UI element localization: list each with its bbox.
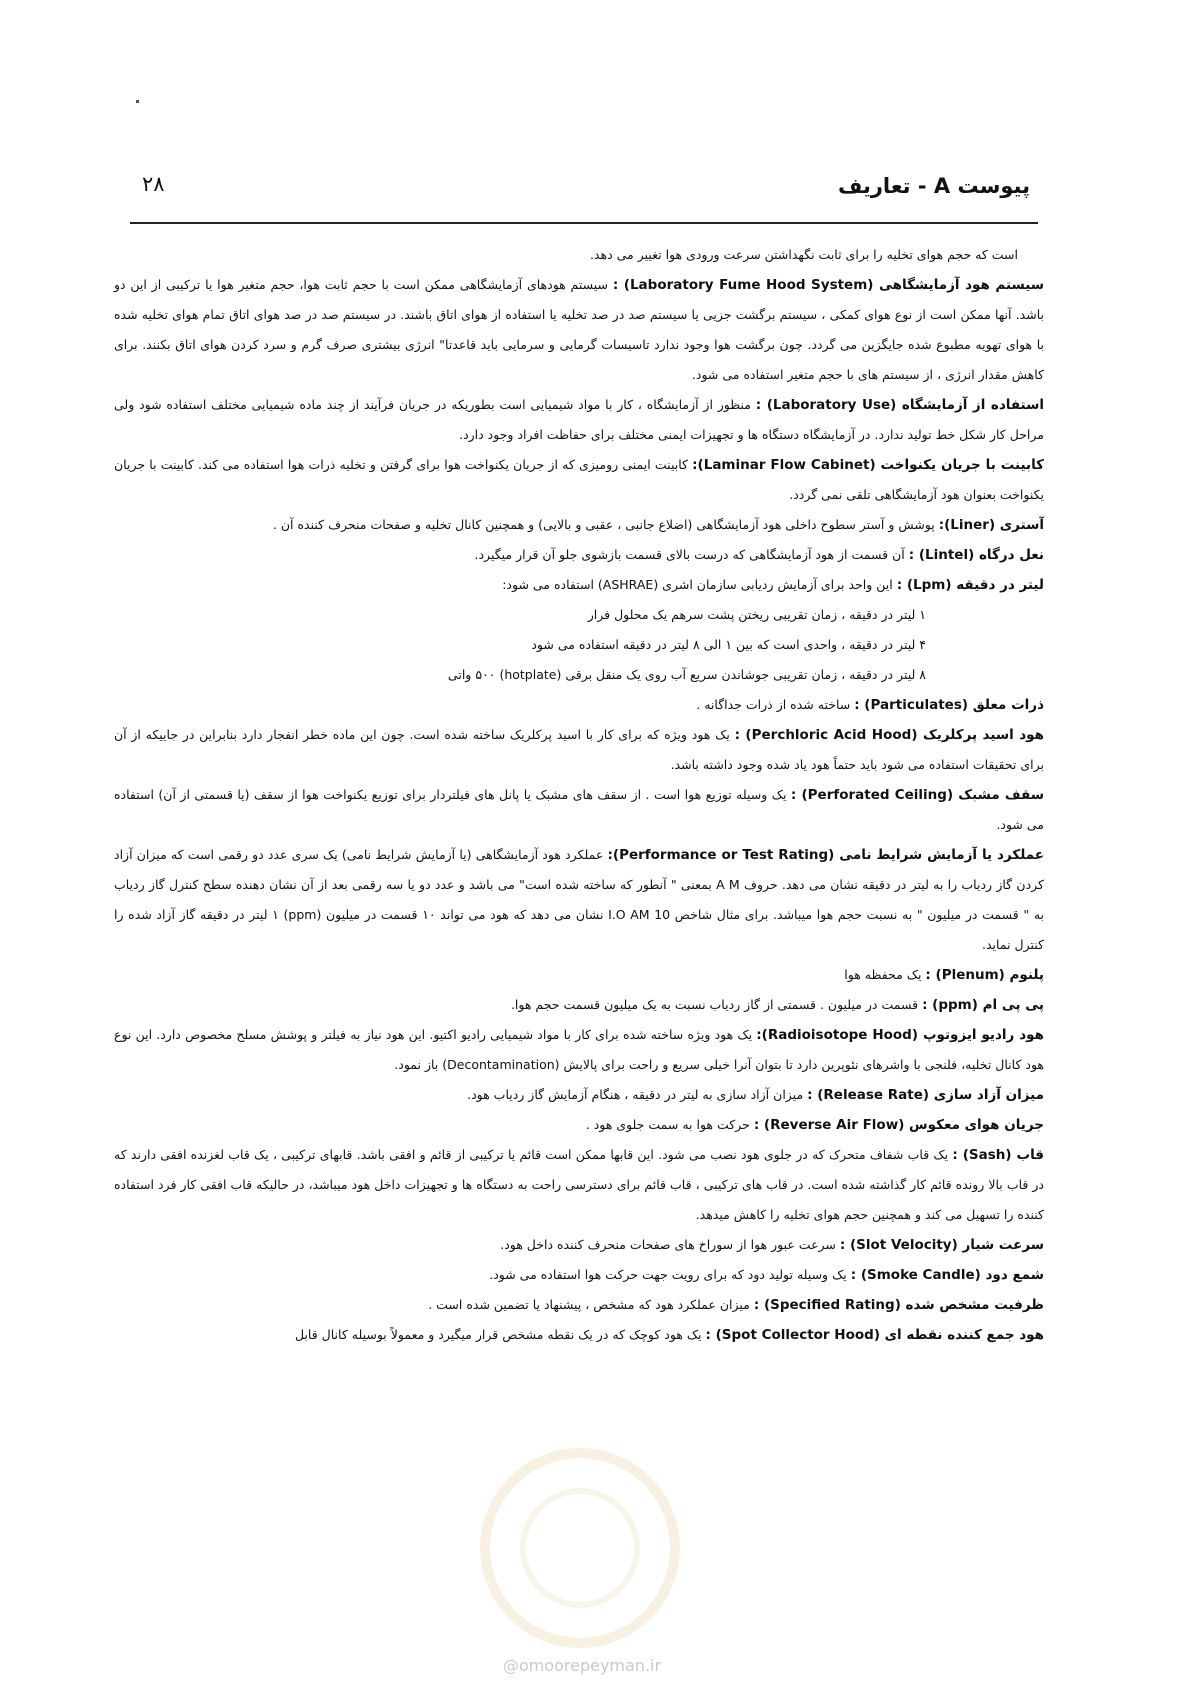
definition-entry	[114, 1080, 1044, 1110]
definition-term: نعل درگاه (Lintel) :	[908, 547, 1044, 563]
definition-text: حرکت هوا به سمت جلوی هود .	[585, 1117, 754, 1132]
definition-entry	[114, 1020, 1044, 1080]
definition-term: هود اسید پرکلریک (Perchloric Acid Hood) :	[734, 727, 1044, 743]
definition-entry	[114, 510, 1044, 540]
definition-term: هود رادیو ایزوتوپ (Radioisotope Hood):	[756, 1027, 1044, 1043]
definition-term: سیستم هود آزمایشگاهی (Laboratory Fume Hood System) :	[612, 277, 1044, 293]
watermark-inner-ring	[520, 1488, 640, 1608]
definition-entry	[114, 780, 1044, 840]
watermark-ring	[480, 1448, 680, 1648]
definition-entry	[114, 1320, 1044, 1350]
definition-entry	[114, 390, 1044, 450]
definition-term: شمع دود (Smoke Candle) :	[850, 1267, 1044, 1283]
definition-text: سرعت عبور هوا از سوراخ های صفحات منحرف کننده داخل هود.	[500, 1237, 840, 1252]
definition-text: یک وسیله تولید دود که برای رویت جهت حرکت هوا استفاده می شود.	[489, 1267, 851, 1282]
definition-term: آستری (Liner):	[938, 517, 1044, 533]
definition-term: پلنوم (Plenum) :	[925, 967, 1044, 983]
definition-term: هود جمع کننده نقطه ای (Spot Collector Hood) :	[705, 1327, 1044, 1343]
list-item	[114, 660, 1044, 690]
definition-entry	[114, 1110, 1044, 1140]
definition-text: آن قسمت از هود آزمایشگاهی که درست بالای قسمت بازشوی جلو آن قرار میگیرد.	[474, 547, 909, 562]
definition-term: سرعت شیار (Slot Velocity) :	[839, 1237, 1044, 1253]
page-title: پیوست A - تعاریف	[837, 174, 1030, 198]
definition-text: یک هود ویژه که برای کار با اسید پرکلریک ساخته شده است. چون این ماده خطر انفجار دارد بنابراین در جاییکه از آن برای تحقیقات استفاده می شود باید حتماً هود یاد شده وجود داشته باشد.	[114, 727, 1044, 772]
definition-term: لیتر در دقیقه (Lpm) :	[896, 577, 1044, 593]
definition-text: این واحد برای آزمایش ردیابی سازمان اشری (ASHRAE) استفاده می شود:	[502, 577, 897, 592]
definition-entry	[114, 960, 1044, 990]
definition-text: یک قاب شفاف متحرک که در جلوی هود نصب می شود. این قابها ممکن است قائم یا ترکیبی از قائم و افقی باشد. قابهای ترکیبی ، یک قاب لغزنده افقی دارند که در قاب بالا رونده قائم کار گذاشته شده است. در قاب های ترکیبی ، قاب قائم برای دسترسی راحت به دستگاه ها و تجهیزات داخل هود میباشد، در حالیکه قاب افقی کار فرد استفاده کننده را تسهیل می کند و همچنین حجم هوای تخلیه را کاهش میدهد.	[114, 1147, 1044, 1222]
definition-text: ساخته شده از ذرات جداگانه .	[696, 697, 855, 712]
definition-term: قاب (Sash) :	[952, 1147, 1044, 1163]
definition-text: قسمت در میلیون . قسمتی از گاز ردیاب نسبت به یک میلیون قسمت حجم هوا.	[510, 997, 923, 1012]
definition-term: میزان آزاد سازی (Release Rate) :	[807, 1087, 1044, 1103]
definition-term: عملکرد یا آزمایش شرایط نامی (Performance or Test Rating):	[607, 847, 1044, 863]
definition-term: سقف مشبک (Perforated Ceiling) :	[790, 787, 1044, 803]
definition-text: ۴ لیتر در دقیقه ، واحدی است که بین ۱ الی ۸ لیتر در دقیقه استفاده می شود	[531, 637, 926, 652]
list-item	[114, 630, 1044, 660]
definition-text: میزان آزاد سازی به لیتر در دقیقه ، هنگام آزمایش گاز ردیاب هود.	[467, 1087, 808, 1102]
definition-entry	[114, 1260, 1044, 1290]
header-rule	[130, 222, 1038, 224]
page-number: ۲۸	[142, 172, 165, 196]
definition-text: پوشش و آستر سطوح داخلی هود آزمایشگاهی (اضلاع جانبی ، عقبی و بالایی) و همچنین کانال تخلیه و صفحات منحرف کننده آن .	[272, 517, 939, 532]
definition-text: کابینت ایمنی رومیزی که از جریان یکنواخت هوا برای گرفتن و تخلیه ذرات هوا استفاده می کند. کابینت با جریان یکنواخت بعنوان هود آزمایشگاهی تلقی نمی گردد.	[114, 457, 1044, 502]
definition-text: یک وسیله توزیع هوا است . از سقف های مشبک یا پانل های فیلتردار برای توزیع یکنواخت هوا از سقف (یا قسمتی از آن) استفاده می شود.	[114, 787, 1044, 832]
definition-entry	[114, 690, 1044, 720]
definition-text: ۱ لیتر در دقیقه ، زمان تقریبی ریختن پشت سرهم یک محلول فرار	[587, 607, 926, 622]
definition-entry	[114, 990, 1044, 1020]
definition-entry	[114, 570, 1044, 600]
definition-text: منظور از آزمایشگاه ، کار با مواد شیمیایی است بطوریکه در جریان فرآیند از چند ماده شیمیایی مختلف استفاده شود ولی مراحل کار شکل خط تولید ندارد. در آزمایشگاه دستگاه ها و تجهیزات ایمنی مختلف برای حفاظت افراد وجود دارد.	[114, 397, 1044, 442]
definition-entry	[114, 1230, 1044, 1260]
definitions-list	[114, 240, 1044, 1350]
definition-entry	[114, 540, 1044, 570]
definition-text: یک هود کوچک که در یک نقطه مشخص قرار میگیرد و معمولاً بوسیله کانال قابل	[294, 1327, 706, 1342]
definition-term: جریان هوای معکوس (Reverse Air Flow) :	[753, 1117, 1044, 1133]
definition-term: ظرفیت مشخص شده (Specified Rating) :	[753, 1297, 1044, 1313]
definition-term: کابینت با جریان یکنواخت (Laminar Flow Cabinet):	[692, 457, 1044, 473]
list-item	[114, 600, 1044, 630]
page-header	[130, 170, 1030, 210]
definition-text: میزان عملکرد هود که مشخص ، پیشنهاد یا تضمین شده است .	[428, 1297, 754, 1312]
definition-entry	[114, 1290, 1044, 1320]
definition-entry	[114, 240, 1044, 270]
definition-text: سیستم هودهای آزمایشگاهی ممکن است با حجم ثابت هوا، حجم متغیر هوا یا ترکیبی از این دو باشد. آنها ممکن است از نوع هوای کمکی ، سیستم برگشت جزیی یا سیستم صد در صد تخلیه یا استفاده از هوای اتاق باشند. در سیستم صد در صد هوای اتاق تمام هوای تخلیه شده با هوای تهویه مطبوع شده جایگزین می گردد. چون برگشت هوا وجود ندارد تاسیسات گرمایی و سرمایی باید قاعدتا" انرژی بیشتری صرف گرم و سرد کردن هوای اتاق بکنند. برای کاهش مقدار انرژی ، از سیستم های با حجم متغیر استفاده می شود.	[114, 277, 1044, 382]
definition-term: پی پی ام (ppm) :	[922, 997, 1044, 1013]
watermark-seal	[446, 1448, 716, 1668]
definition-text: است که حجم هوای تخلیه را برای ثابت نگهداشتن سرعت ورودی هوا تغییر می دهد.	[589, 247, 1018, 262]
definition-text: یک هود ویژه ساخته شده برای کار با مواد شیمیایی رادیو اکتیو. این هود نیاز به فیلتر و پوشش مسلح مخصوص دارد. این نوع هود کانال تخلیه، فلنجی با واشرهای نئوپرین دارد تا بتوان آنرا خیلی سریع و راحت برای پالایش (Decontamination) باز نمود.	[114, 1027, 1044, 1072]
watermark-site-label: @omoorepeyman.ir	[502, 1656, 662, 1675]
definition-text: یک محفظه هوا	[844, 967, 926, 982]
scan-speck	[136, 100, 139, 103]
definition-term: ذرات معلق (Particulates) :	[854, 697, 1044, 713]
definition-entry	[114, 450, 1044, 510]
definition-entry	[114, 720, 1044, 780]
definition-term: استفاده از آزمایشگاه (Laboratory Use) :	[755, 397, 1044, 413]
definition-entry	[114, 840, 1044, 960]
definition-text: عملکرد هود آزمایشگاهی (یا آزمایش شرایط نامی) یک سری عدد دو رقمی است که میزان آزاد کردن گاز ردیاب را به لیتر در دقیقه نشان می دهد. حروف A M بمعنی " آنطور که ساخته شده است" می باشد و عدد دو یا سه رقمی بعد از آن نشان دهنده سطح کنترل گاز ردیاب به " قسمت در میلیون " به نسبت حجم هوا میباشد. برای مثال شاخص 10 I.O AM نشان می دهد که هود می تواند ۱۰ قسمت در میلیون (ppm) ۱ لیتر در دقیقه گاز آزاد شده را کنترل نماید.	[114, 847, 1045, 952]
definition-entry	[114, 1140, 1044, 1230]
definition-entry	[114, 270, 1044, 390]
definition-text: ۸ لیتر در دقیقه ، زمان تقریبی جوشاندن سریع آب روی یک منقل برقی (hotplate) ۵۰۰ واتی	[447, 667, 926, 682]
